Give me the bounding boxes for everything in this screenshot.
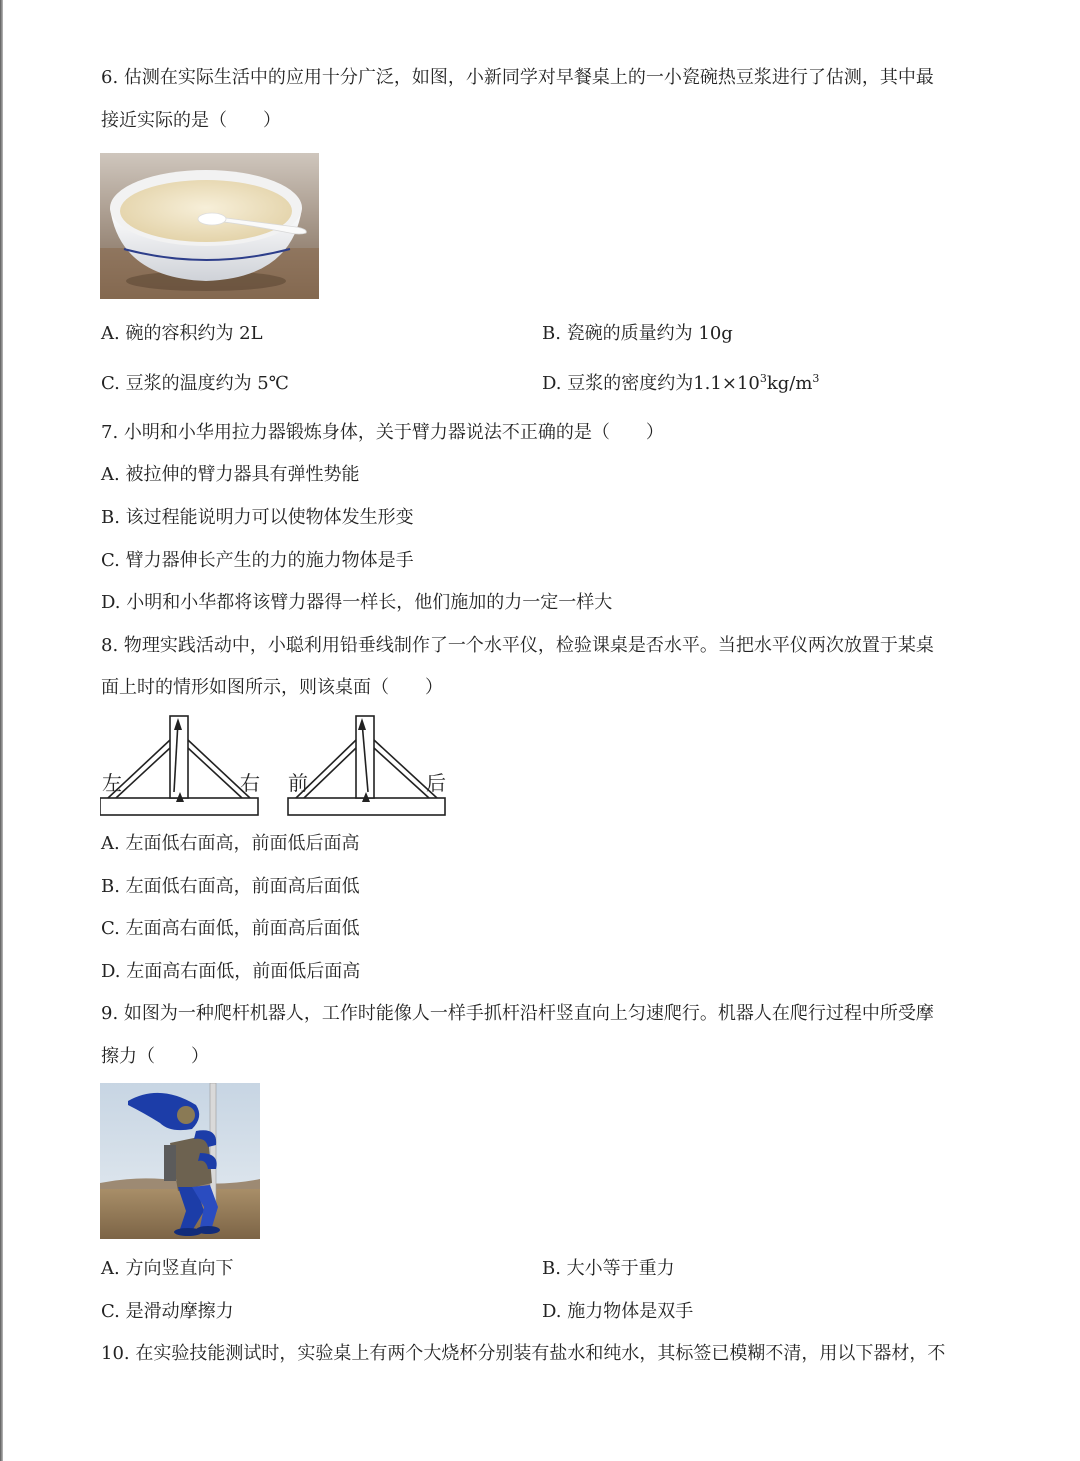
- q7-option-c: C. 臂力器伸长产生的力的施力物体是手: [101, 550, 414, 571]
- label-back: 后: [426, 771, 446, 795]
- label-front: 前: [288, 771, 308, 795]
- q6-option-a: A. 碗的容积约为 2L: [101, 323, 263, 344]
- level-figure-front-back: [288, 716, 446, 815]
- q8-option-c: C. 左面高右面低，前面高后面低: [101, 918, 360, 939]
- q7-option-a: A. 被拉伸的臂力器具有弹性势能: [101, 464, 360, 485]
- q8-stem-line2: 面上时的情形如图所示，则该桌面（ ）: [101, 677, 443, 698]
- page-edge: [0, 0, 3, 1461]
- q6-option-d-value: 1.1×10: [693, 373, 760, 394]
- q9-option-a: A. 方向竖直向下: [101, 1258, 234, 1279]
- q10-stem-line1: 10. 在实验技能测试时，实验桌上有两个大烧杯分别装有盐水和纯水，其标签已模糊不清，用以下器材，不: [101, 1343, 946, 1364]
- q6-option-d: [542, 372, 819, 396]
- q6-option-c: C. 豆浆的温度约为 5℃: [101, 373, 289, 394]
- q6-stem-line2: 接近实际的是（ ）: [101, 110, 281, 131]
- label-right: 右: [240, 771, 260, 795]
- q9-option-b: B. 大小等于重力: [542, 1258, 675, 1279]
- q8-option-b: B. 左面低右面高，前面高后面低: [101, 876, 360, 897]
- q8-option-a: A. 左面低右面高，前面低后面高: [101, 833, 360, 854]
- spirit-level-diagram: [100, 712, 448, 820]
- level-figure-left-right: [100, 716, 260, 815]
- soy-milk-bowl-image: [100, 153, 319, 299]
- q6-option-b: B. 瓷碗的质量约为 10g: [542, 323, 733, 344]
- climbing-robot-image: [100, 1083, 260, 1239]
- q8-option-d: D. 左面高右面低，前面低后面高: [101, 961, 361, 982]
- q6-stem-line1: 6. 估测在实际生活中的应用十分广泛，如图，小新同学对早餐桌上的一小瓷碗热豆浆进行了估测，其中最: [101, 67, 934, 88]
- q8-stem-line1: 8. 物理实践活动中，小聪利用铅垂线制作了一个水平仪，检验课桌是否水平。当把水平仪两次放置于某桌: [101, 635, 934, 656]
- label-left: 左: [102, 771, 122, 795]
- q7-option-d: D. 小明和小华都将该臂力器得一样长，他们施加的力一定一样大: [101, 592, 613, 613]
- q9-option-d: D. 施力物体是双手: [542, 1301, 694, 1322]
- q9-option-c: C. 是滑动摩擦力: [101, 1301, 234, 1322]
- q6-option-d-exponent: 3: [759, 372, 767, 385]
- q9-stem-line2: 擦力（ ）: [101, 1046, 209, 1067]
- q6-option-d-unit: kg/m: [766, 373, 813, 394]
- q9-stem-line1: 9. 如图为一种爬杆机器人，工作时能像人一样手抓杆沿杆竖直向上匀速爬行。机器人在爬行过程中所受摩: [101, 1003, 934, 1024]
- q6-option-d-prefix: D. 豆浆的密度约为: [542, 373, 694, 394]
- q7-stem: 7. 小明和小华用拉力器锻炼身体，关于臂力器说法不正确的是（ ）: [101, 422, 664, 443]
- q7-option-b: B. 该过程能说明力可以使物体发生形变: [101, 507, 414, 528]
- q6-option-d-unit-exponent: 3: [812, 372, 820, 385]
